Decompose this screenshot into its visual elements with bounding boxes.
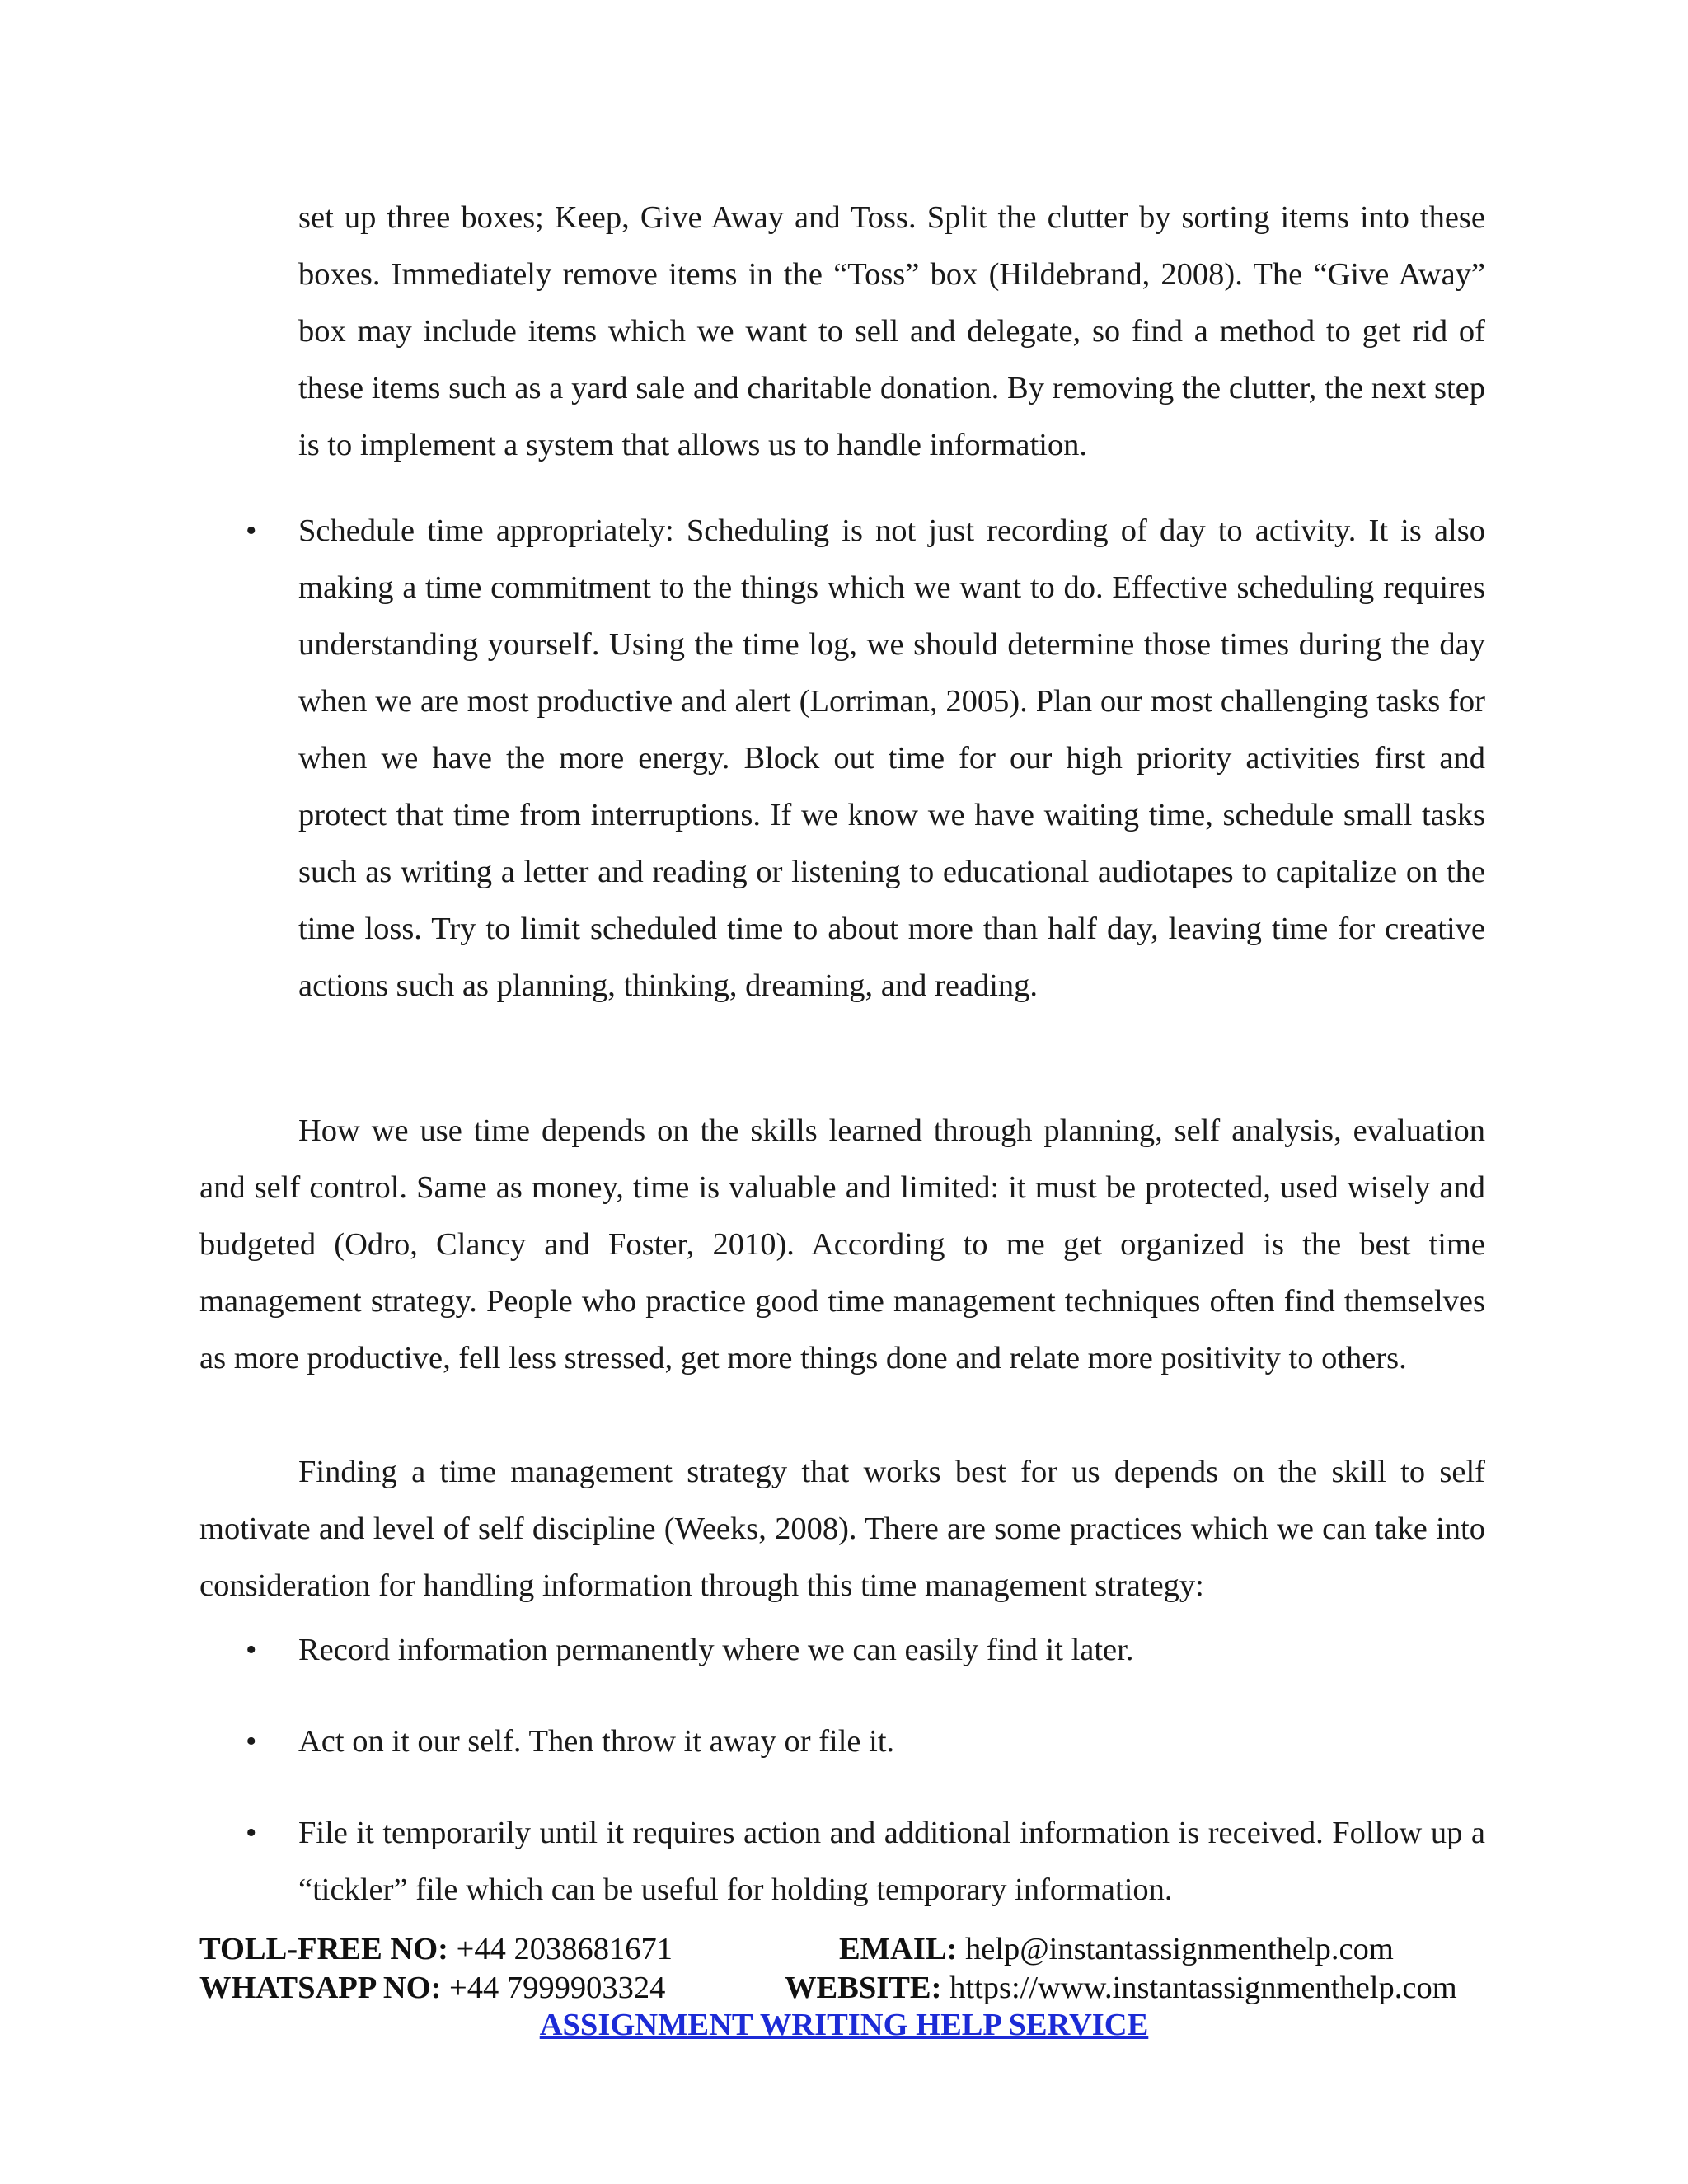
bullet-text: Record information permanently where we can easily find it later.	[298, 1633, 1134, 1667]
footer-service	[0, 2007, 1688, 2043]
bullet-icon: •	[246, 1816, 257, 1850]
bullet-text: Act on it our self. Then throw it away or file it.	[298, 1724, 895, 1759]
bullet-item-act	[246, 1713, 1485, 1770]
bullet-text: File it temporarily until it requires action and additional information is received. Follow up a “tickler” file which can be useful for holding temporary information.	[298, 1816, 1485, 1907]
bullet-icon: •	[246, 1724, 257, 1759]
website-label: WEBSITE:	[785, 1971, 942, 2005]
footer-tollfree	[199, 1931, 673, 1967]
bullet-item-schedule	[246, 503, 1485, 1015]
bullet-icon: •	[246, 513, 257, 548]
footer-email	[839, 1931, 1394, 1967]
email-label: EMAIL:	[839, 1932, 958, 1966]
footer-whatsapp	[199, 1970, 665, 2006]
email-value: help@instantassignmenthelp.com	[957, 1932, 1394, 1966]
footer-website	[785, 1970, 1457, 2006]
whatsapp-label: WHATSAPP NO:	[199, 1971, 442, 2005]
service-link[interactable]: ASSIGNMENT WRITING HELP SERVICE	[539, 2008, 1149, 2042]
whatsapp-value: +44 7999903324	[441, 1971, 666, 2005]
bullet-item-file	[246, 1805, 1485, 1919]
tollfree-value: +44 2038681671	[448, 1932, 673, 1966]
paragraph-finding-strategy: Finding a time management strategy that works best for us depends on the skill to self motivate and level of self discipline (Weeks, 2008). There are some practices which we can take into consideration for handling information through this time management strategy:	[199, 1455, 1485, 1603]
paragraph-how-we-use-time: How we use time depends on the skills learned through planning, self analysis, evaluation and self control. Same as money, time is valuable and limited: it must be protected, used wisely and budgeted (Odro, Clancy and Foster, 2010). According to me get organized is the best time management strategy. People who practice good time management techniques often find themselves as more productive, fell less stressed, get more things done and relate more positivity to others.	[199, 1113, 1485, 1376]
bullet-text: Schedule time appropriately: Scheduling is not just recording of day to activity. It is also making a time commitment to the things which we want to do. Effective scheduling requires understanding yourself. Using the time log, we should determine those times during the day when we are most productive and alert (Lorriman, 2005). Plan our most challenging tasks for when we have the more energy. Block out time for our high priority activities first and protect that time from interruptions. If we know we have waiting time, schedule small tasks such as writing a letter and reading or listening to educational audiotapes to capitalize on the time loss. Try to limit scheduled time to about more than half day, leaving time for creative actions such as planning, thinking, dreaming, and reading.	[298, 513, 1485, 1003]
continuation-paragraph: set up three boxes; Keep, Give Away and Toss. Split the clutter by sorting items into these boxes. Immediately remove items in the “Toss” box (Hildebrand, 2008). The “Give Away” box may include items which we want to sell and delegate, so find a method to get rid of these items such as a yard sale and charitable donation. By removing the clutter, the next step is to implement a system that allows us to handle information.	[298, 200, 1485, 462]
bullet-item-record	[246, 1622, 1485, 1679]
website-value: https://www.instantassignmenthelp.com	[941, 1971, 1457, 2005]
bullet-icon: •	[246, 1633, 257, 1667]
tollfree-label: TOLL-FREE NO:	[199, 1932, 448, 1966]
